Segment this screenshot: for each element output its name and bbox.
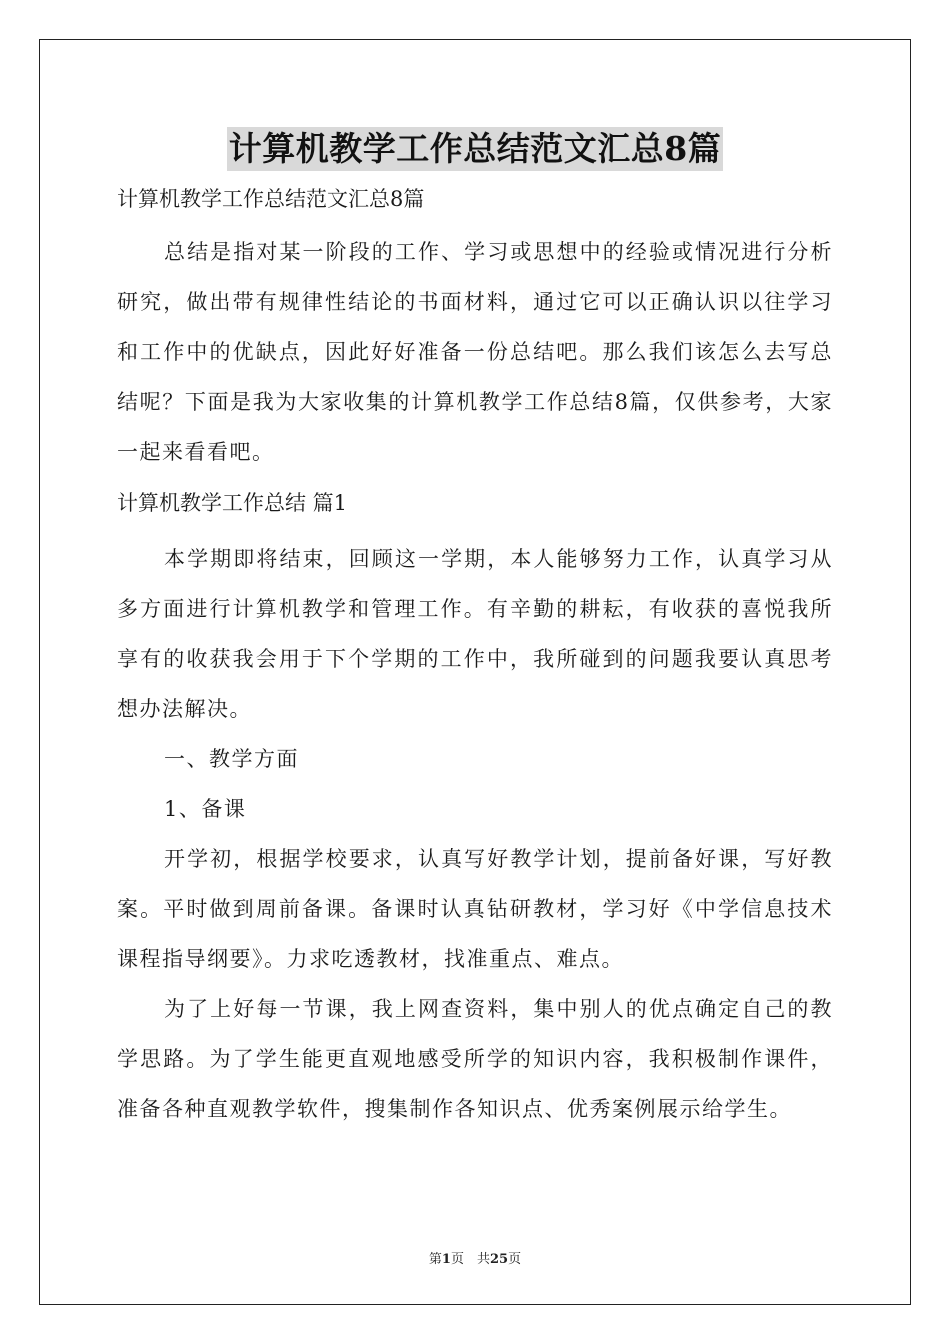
footer-total-pages: 25 bbox=[489, 1252, 509, 1267]
subpoint-heading-lesson-prep: 1、备课 bbox=[164, 797, 247, 821]
paragraph-2: 开学初，根据学校要求，认真写好教学计划，提前备好课，写好教案。平时做到周前备课。备课时认真钻研教材，学习好《中学信息技术课程指导纲要》。力求吃透教材，找准重点、难点。 bbox=[117, 847, 833, 971]
paragraph-3: 为了上好每一节课，我上网查资料，集中别人的优点确定自己的教学思路。为了学生能更直观地感受所学的知识内容，我积极制作课件，准备各种直观教学软件，搜集制作各知识点、优秀案例展示给学生。 bbox=[117, 997, 833, 1121]
footer-suffix: 页 bbox=[508, 1252, 522, 1267]
page-footer bbox=[0, 1248, 950, 1267]
document-subtitle: 计算机教学工作总结范文汇总8篇 bbox=[117, 187, 425, 211]
footer-prefix: 第 bbox=[428, 1252, 442, 1267]
document-body bbox=[117, 178, 833, 1134]
section-heading: 计算机教学工作总结 篇1 bbox=[117, 491, 348, 515]
footer-current-page: 1 bbox=[441, 1252, 451, 1267]
footer-mid: 页 共 bbox=[450, 1252, 490, 1267]
point-heading-teaching: 一、教学方面 bbox=[164, 747, 299, 771]
document-title: 计算机教学工作总结范文汇总8篇 bbox=[227, 127, 723, 171]
paragraph-1: 本学期即将结束，回顾这一学期，本人能够努力工作，认真学习从多方面进行计算机教学和管理工作。有辛勤的耕耘，有收获的喜悦我所享有的收获我会用于下个学期的工作中，我所碰到的问题我要认真思考想办法解决。 bbox=[117, 547, 833, 721]
title-container bbox=[0, 127, 950, 171]
intro-paragraph: 总结是指对某一阶段的工作、学习或思想中的经验或情况进行分析研究，做出带有规律性结论的书面材料，通过它可以正确认识以往学习和工作中的优缺点，因此好好准备一份总结吧。那么我们该怎么去写总结呢？下面是我为大家收集的计算机教学工作总结8篇，仅供参考，大家一起来看看吧。 bbox=[117, 240, 833, 464]
